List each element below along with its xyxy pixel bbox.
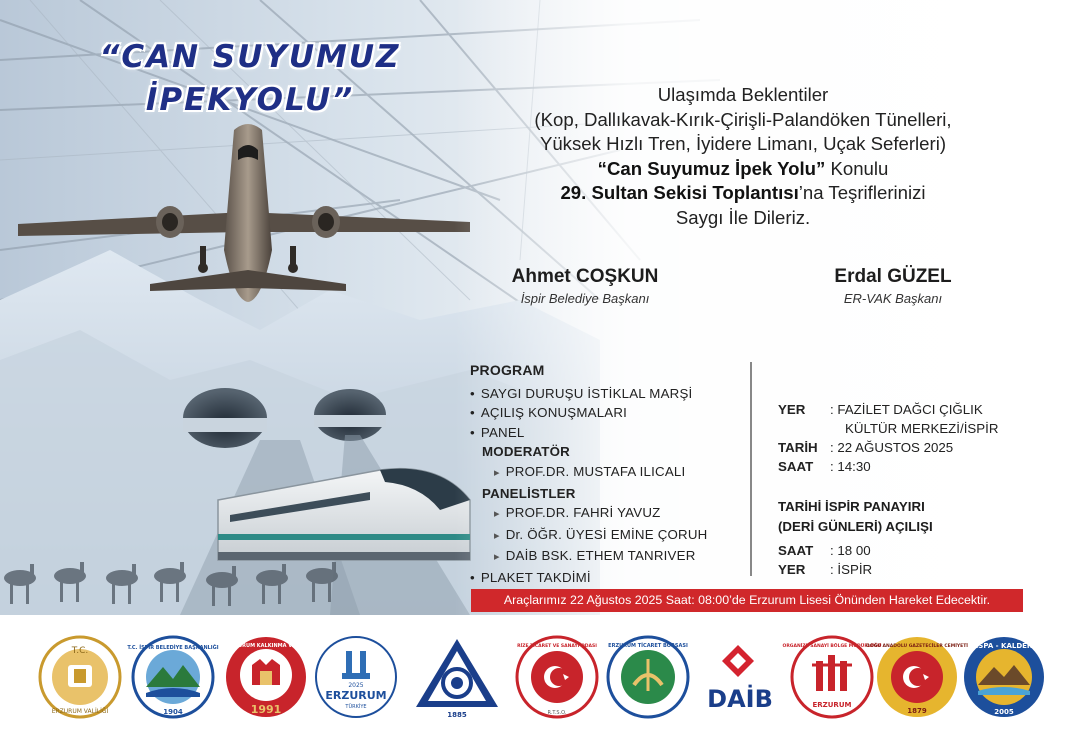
- logo-text: RİZE TİCARET VE SANAYİ ODASI: [517, 644, 597, 649]
- panelists-heading: PANELİSTLER: [482, 485, 576, 501]
- detail-key: SAAT: [778, 459, 814, 474]
- panelist-name: ▸ Dr. ÖĞR. ÜYESİ EMİNE ÇORUH: [470, 525, 745, 547]
- logo-text: T.C. İSPİR BELEDİYE BAŞKANLIĞI: [127, 645, 219, 651]
- logo-text: DAİB: [707, 685, 773, 713]
- invitation-text-fragment: ’na Teşriflerinizi: [798, 182, 926, 204]
- host-name: Erdal GÜZEL: [834, 266, 952, 287]
- logo-text: 2005: [994, 708, 1014, 716]
- logo-text: 1991: [250, 703, 282, 716]
- detail-value: : 14:30: [830, 459, 871, 474]
- host-name: Ahmet COŞKUN: [511, 266, 659, 287]
- program-item: • PANEL: [470, 423, 745, 443]
- invitation-line: [478, 181, 1008, 206]
- detail-key: YER: [778, 562, 806, 577]
- invitation-text: [478, 83, 1008, 231]
- logo-text: 1904: [163, 708, 183, 716]
- daib-logo: [694, 635, 786, 719]
- host-role: ER-VAK Başkanı: [843, 291, 943, 306]
- fair-title: [778, 497, 933, 537]
- event-title: [70, 36, 430, 122]
- logo-text: ERZURUM: [325, 689, 387, 702]
- detail-value: KÜLTÜR MERKEZİ/İSPİR: [845, 421, 999, 436]
- erzurum-valiligi-logo: [38, 635, 122, 719]
- fair-details: [778, 541, 1068, 579]
- detail-value: : FAZİLET DAĞCI ÇIĞLIK: [830, 402, 983, 417]
- etso-logo: [412, 635, 502, 719]
- logo-text: ERZURUM VALİLİĞİ: [51, 708, 109, 715]
- ispir-belediyesi-logo: [127, 635, 219, 719]
- logo-text: TÜRKİYE: [345, 704, 367, 710]
- column-divider: [750, 362, 752, 576]
- logo-text: R.T.S.O.: [547, 710, 567, 716]
- detail-row-time: [778, 541, 1068, 560]
- logo-text: İSPA - KALDER: [975, 642, 1033, 650]
- detail-key: SAAT: [778, 543, 814, 558]
- detail-row-place: [778, 560, 1068, 579]
- panelist-name: ▸ PROF.DR. FAHRİ YAVUZ: [470, 503, 745, 525]
- logo-text: 1885: [447, 711, 467, 719]
- invitation-line: Saygı İle Dileriz.: [675, 206, 811, 228]
- detail-row-time: [778, 457, 1068, 476]
- panelist-name: ▸ DAİB BSK. ETHEM TANRIVER: [470, 546, 745, 568]
- sponsor-logos: [0, 615, 1082, 746]
- logo-text: ERZURUM TİCARET BORSASI: [608, 643, 688, 649]
- departure-notice: Araçlarımız 22 Ağustos 2025 Saat: 08:00’de Erzurum Lisesi Önünden Hareket Edecektir.: [471, 589, 1023, 612]
- detail-key-empty: [778, 419, 830, 438]
- logo-text: ERZURUM: [812, 701, 852, 709]
- event-title-line2: İPEKYOLU”: [145, 81, 355, 118]
- invitation-text-fragment: Konulu: [825, 157, 889, 179]
- ispa-kalder-logo: [962, 635, 1046, 719]
- erzurum-kalkinma-vakfi-logo: [224, 635, 308, 719]
- logo-text: DOĞU ANADOLU GAZETECİLER CEMİYETİ: [866, 644, 968, 649]
- detail-value: : 18 00: [830, 543, 871, 558]
- moderator-name: ▸ PROF.DR. MUSTAFA ILICALI: [470, 462, 745, 484]
- meeting-name: 29. Sultan Sekisi Toplantısı: [560, 182, 799, 204]
- event-title-line1: “CAN SUYUMUZ: [99, 39, 401, 75]
- host-signature: [763, 266, 1023, 306]
- host-signature: [455, 266, 715, 306]
- host-role: İspir Belediye Başkanı: [520, 291, 650, 306]
- invitation-line: (Kop, Dallıkavak-Kırık-Çirişli-Palandöken Tünelleri,: [534, 108, 952, 130]
- logo-text: T.C.: [71, 646, 89, 656]
- erzurum-ticaret-borsasi-logo: [606, 635, 690, 719]
- logo-text: 2025: [348, 682, 364, 689]
- fair-title-line: (DERİ GÜNLERİ) AÇILIŞI: [778, 519, 933, 534]
- logo-text: 1879: [907, 707, 927, 715]
- program-item: • AÇILIŞ KONUŞMALARI: [470, 403, 745, 423]
- invitation-line: Ulaşımda Beklentiler: [657, 84, 829, 105]
- detail-key: YER: [778, 402, 806, 417]
- event-details: [778, 400, 1068, 476]
- erzurum-turizm-logo: [314, 635, 398, 719]
- detail-value: : 22 AĞUSTOS 2025: [830, 440, 954, 455]
- logo-text: ERZURUM KALKINMA VAKFI: [227, 643, 305, 649]
- invitation-line: [478, 157, 1008, 182]
- detail-value: : İSPİR: [830, 562, 873, 577]
- logo-text: ORGANİZE SANAYİ BÖLGE MÜDÜRLÜĞÜ: [782, 644, 882, 649]
- fair-title-line: TARİHİ İSPİR PANAYIRI: [778, 499, 925, 514]
- program-heading: PROGRAM: [470, 362, 545, 378]
- detail-key: TARİH: [778, 440, 818, 455]
- rize-tso-logo: [515, 635, 599, 719]
- program-item: • PLAKET TAKDİMİ: [470, 568, 745, 588]
- osb-erzurum-logo: [782, 635, 882, 719]
- detail-row-place-cont: [778, 419, 1068, 438]
- moderator-heading: MODERATÖR: [482, 444, 570, 460]
- program-item: • SAYGI DURUŞU İSTİKLAL MARŞİ: [470, 384, 745, 404]
- program-list: [470, 361, 745, 588]
- gazeteciler-cemiyeti-logo: [866, 635, 968, 719]
- topic-name: “Can Suyumuz İpek Yolu”: [597, 157, 826, 179]
- detail-row-date: [778, 438, 1068, 457]
- invitation-line: Yüksek Hızlı Tren, İyidere Limanı, Uçak Seferleri): [539, 133, 947, 155]
- detail-row-place: [778, 400, 1068, 419]
